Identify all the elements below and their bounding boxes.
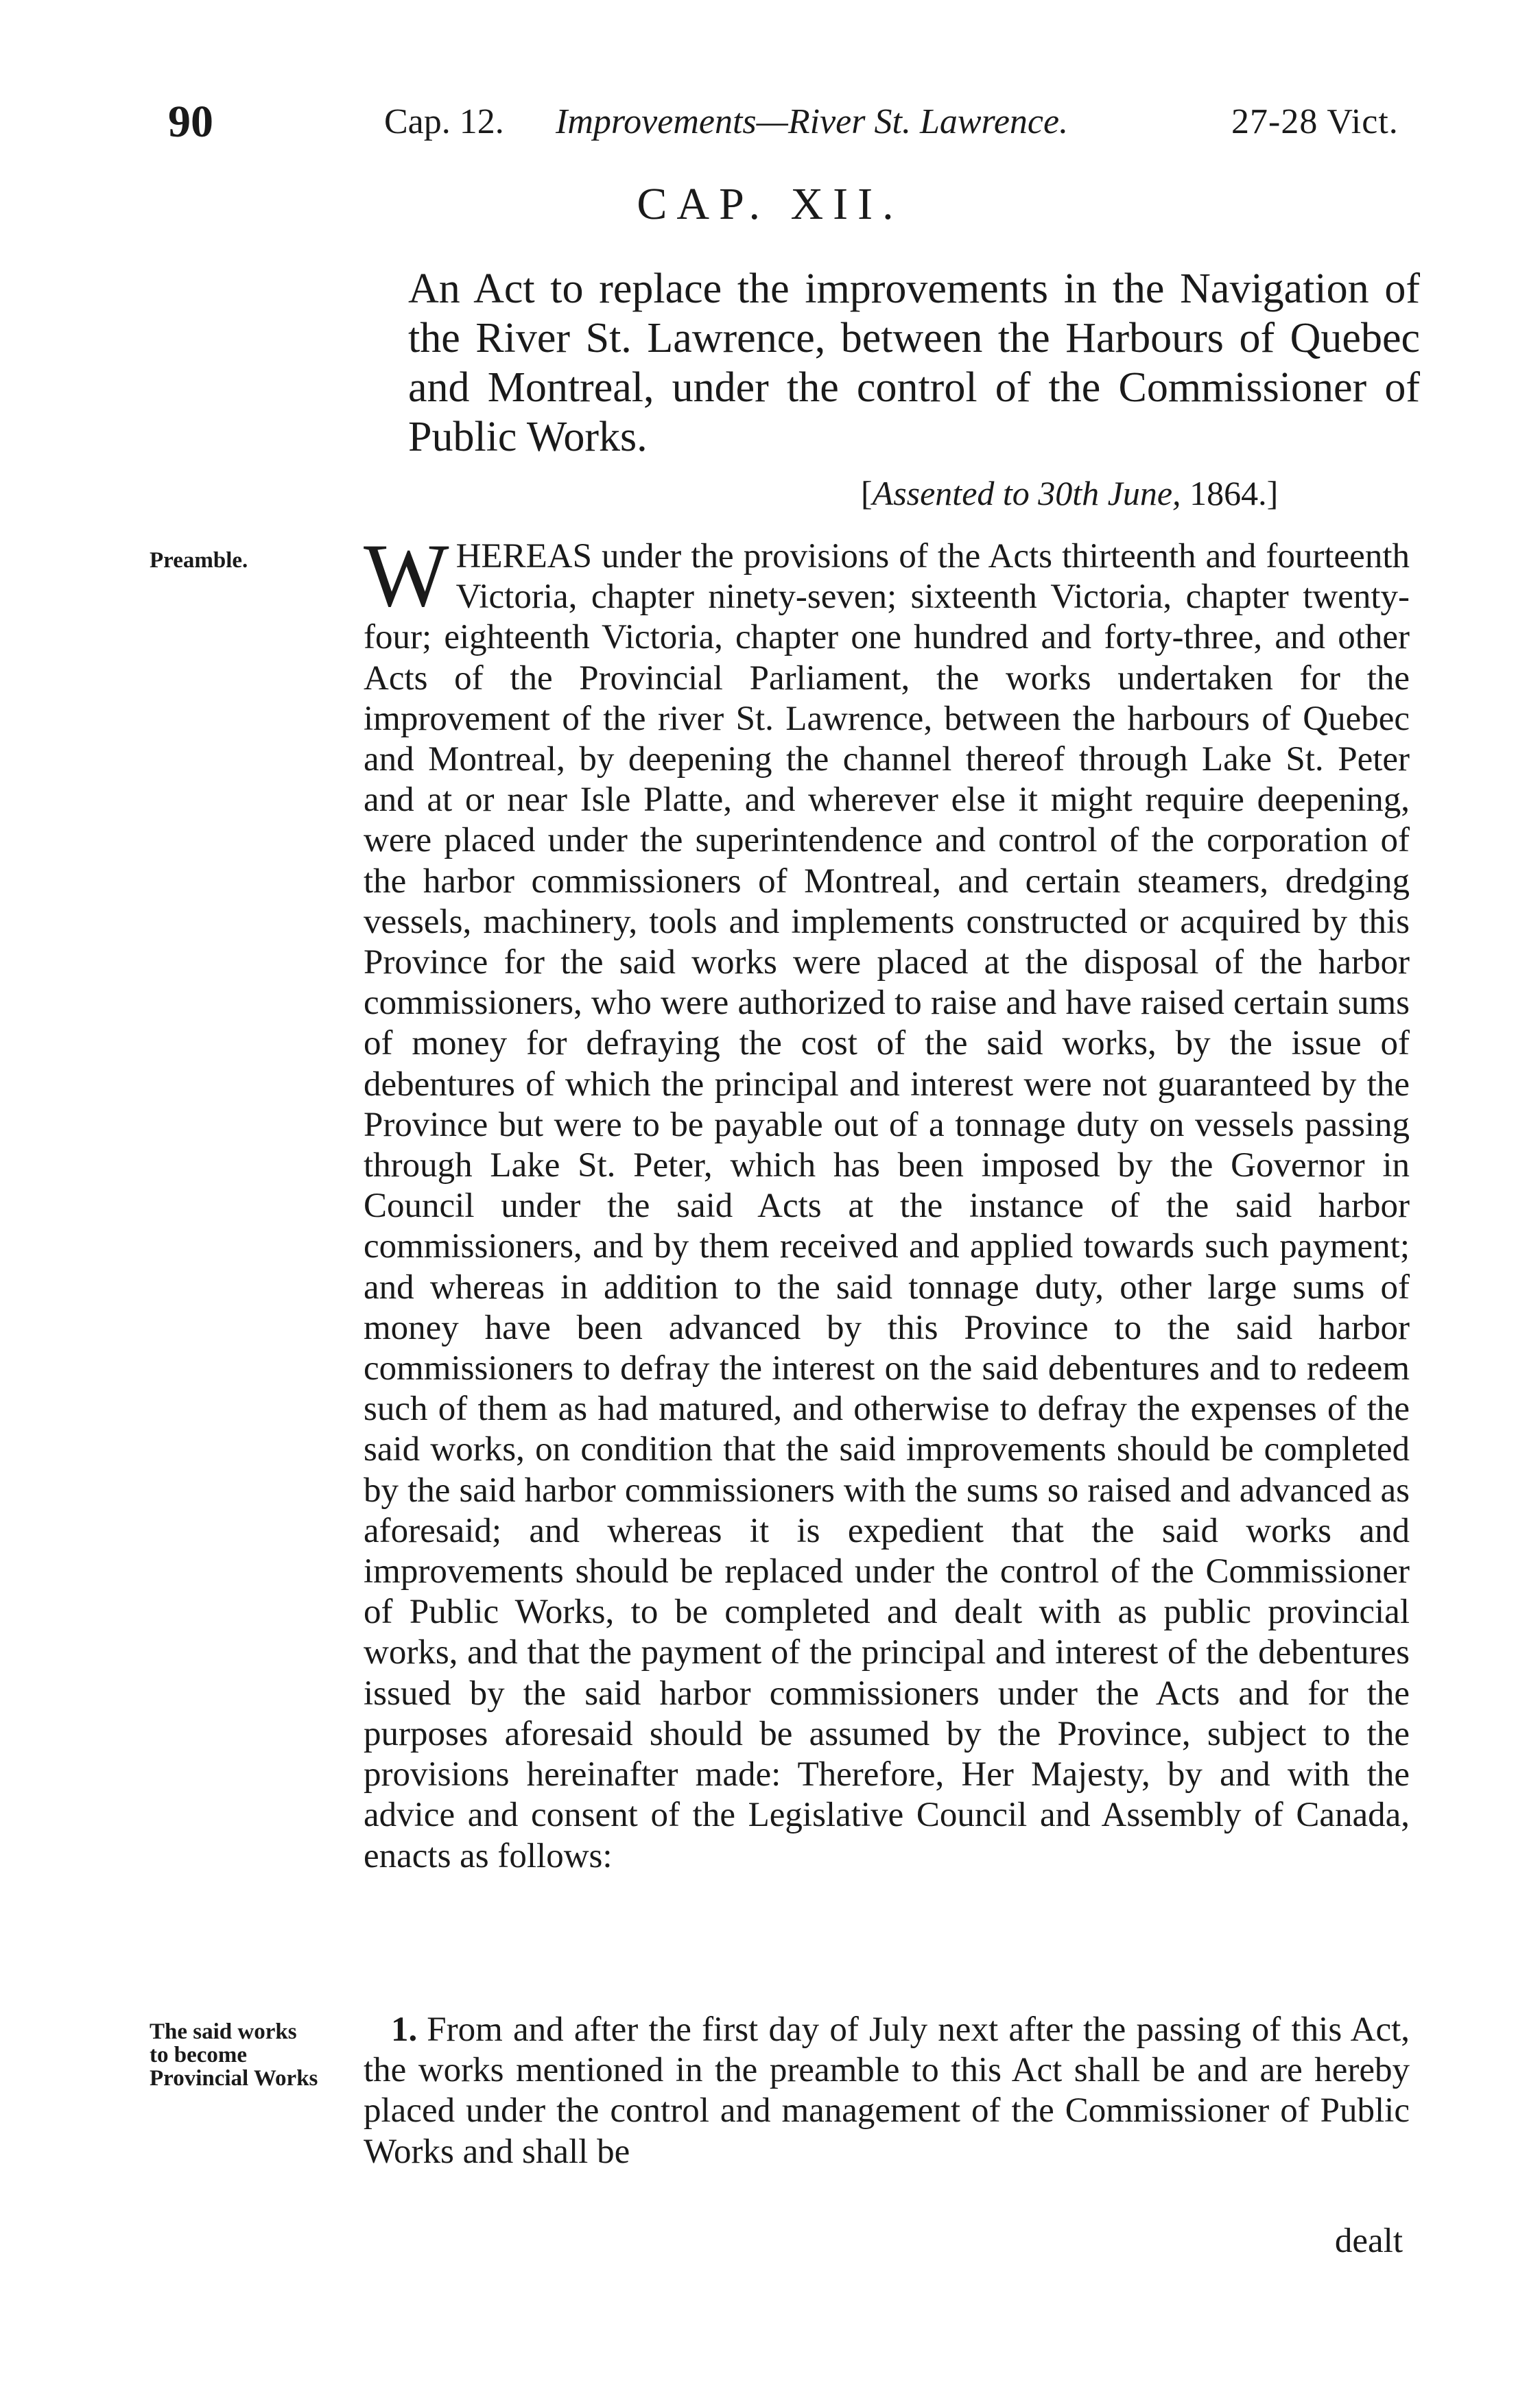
- side-note-section-1: The said works to become Provincial Works: [150, 2019, 318, 2091]
- page-number: 90: [168, 97, 213, 147]
- running-title: Improvements—River St. Lawrence.: [556, 102, 1069, 141]
- drop-cap: W: [364, 525, 449, 626]
- assent-line: [861, 473, 1278, 513]
- section-1-text: From and after the first day of July next after the passing of this Act, the works mentioned in the preamble to this Act shall be and are hereby placed under the control and management of the Commissioner of Public Works and shall be: [364, 2010, 1410, 2171]
- assent-year: 1864.: [1189, 474, 1267, 512]
- running-header: [0, 96, 1540, 158]
- assent-close-bracket: ]: [1266, 474, 1279, 512]
- section-number: 1.: [391, 2010, 418, 2049]
- side-note-preamble: Preamble.: [150, 548, 248, 573]
- section-1-paragraph: [364, 2010, 1410, 2172]
- assent-open-bracket: [: [861, 474, 873, 512]
- chapter-heading: CAP. XII.: [637, 179, 903, 229]
- regnal-year: 27-28 Vict.: [1231, 102, 1399, 141]
- preamble-text: HEREAS under the provisions of the Acts thirteenth and fourteenth Victoria, chapter ninety-seven; sixteenth Victoria, chapter twenty-four; eighteenth Victoria, chapter one hundred and forty-three, and other Acts of the Provincial Parliament, the works undertaken for the improvement of the river St. Lawrence, between the harbours of Quebec and Montreal, by deepening the channel thereof through Lake St. Peter and at or near Isle Platte, and wherever else it might require deepening, were placed under the superintendence and control of the corporation of the harbor commissioners of Montreal, and certain steamers, dredging vessels, machinery, tools and implements constructed or acquired by this Province for the said works were placed at the disposal of the harbor commissioners, who were authorized to raise and have raised certain sums of money for defraying the cost of the said works, by the issue of debentures of which the principal and interest were not guaranteed by the Province but were to be payable out of a tonnage duty on vessels passing through Lake St. Peter, which has been imposed by the Governor in Council under the said Acts at the instance of the said harbor commissioners, and by them received and applied towards such payment; and whereas in addition to the said tonnage duty, other large sums of money have been advanced by this Province to the said harbor commissioners to defray the interest on the said debentures and to redeem such of them as had matured, and otherwise to defray the expenses of the said works, on condition that the said improvements should be completed by the said harbor commissioners with the sums so raised and advanced as aforesaid; and whereas it is expedient that the said works and improvements should be replaced under the control of the Commissioner of Public Works, to be completed and dealt with as public provincial works, and that the payment of the principal and interest of the debentures issued by the said harbor commissioners under the Acts and for the purposes aforesaid should be assumed by the Province, subject to the provisions hereinafter made: Therefore, Her Majesty, by and with the advice and consent of the Legislative Council and Assembly of Canada, enacts as follows:: [364, 537, 1410, 1875]
- act-title: An Act to replace the improvements in the Navigation of the River St. Lawrence, between the Harbours of Quebec and Montreal, under the control of the Commissioner of Public Works.: [408, 265, 1420, 460]
- catchword: dealt: [1334, 2222, 1403, 2260]
- preamble-paragraph: [364, 525, 1410, 1877]
- chapter-reference: Cap. 12.: [384, 102, 504, 141]
- assent-text: Assented to 30th June,: [872, 474, 1181, 512]
